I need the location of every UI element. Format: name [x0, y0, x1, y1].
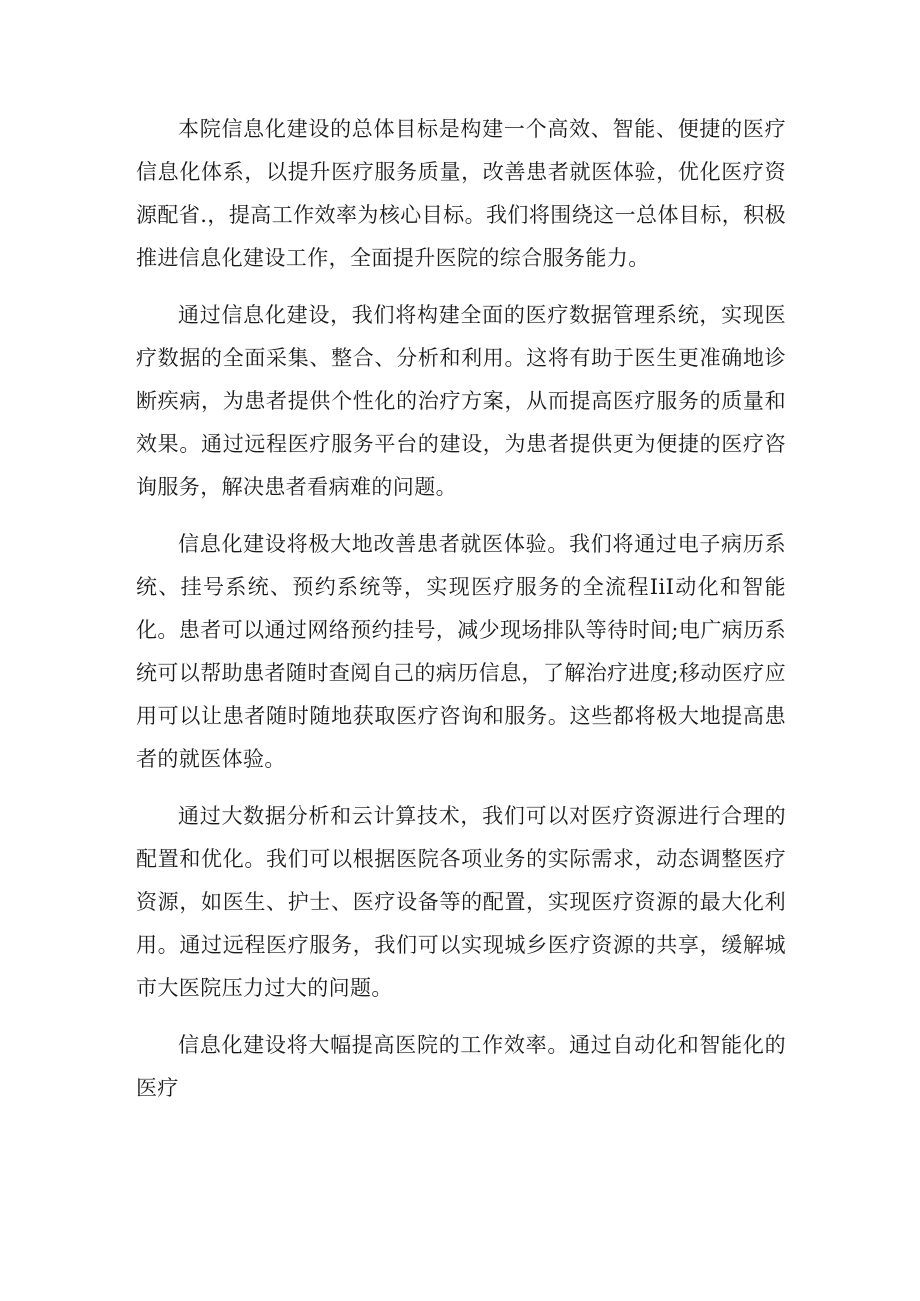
paragraph-5: 信息化建设将大幅提高医院的工作效率。通过自动化和智能化的医疗 — [136, 1033, 786, 1100]
paragraph-3: 信息化建设将极大地改善患者就医体验。我们将通过电子病历系统、挂号系统、预约系统等，实现医疗服务的全流程IiI动化和智能化。患者可以通过网络预约挂号，减少现场排队等待时间;电广病历系统可以帮助患者随时查阅自己的病历信息，了解治疗进度;移动医疗应用可以让患者随时随地获取医疗咨询和服务。这些都将极大地提高患者的就医体验。 — [136, 532, 786, 771]
paragraph-4: 通过大数据分析和云计算技术，我们可以对医疗资源进行合理的配置和优化。我们可以根据医院各项业务的实际需求，动态调整医疗资源，如医生、护士、医疗设备等的配置，实现医疗资源的最大化利用。通过远程医疗服务，我们可以实现城乡医疗资源的共享，缓解城市大医院压力过大的问题。 — [136, 804, 786, 1000]
document-body — [136, 108, 786, 1124]
paragraph-1: 本院信息化建设的总体目标是构建一个高效、智能、便捷的医疗信息化体系，以提升医疗服务质量，改善患者就医体验，优化医疗资源配省.，提高工作效率为核心目标。我们将围绕这一总体目标，积极推进信息化建设工作，全面提升医院的综合服务能力。 — [136, 117, 786, 270]
paragraph-2: 通过信息化建设，我们将构建全面的医疗数据管理系统，实现医疗数据的全面采集、整合、分析和利用。这将有助于医生更准确地诊断疾病，为患者提供个性化的治疗方案，从而提高医疗服务的质量和效果。通过远程医疗服务平台的建设，为患者提供更为便捷的医疗咨询服务，解决患者看病难的问题。 — [136, 303, 786, 499]
